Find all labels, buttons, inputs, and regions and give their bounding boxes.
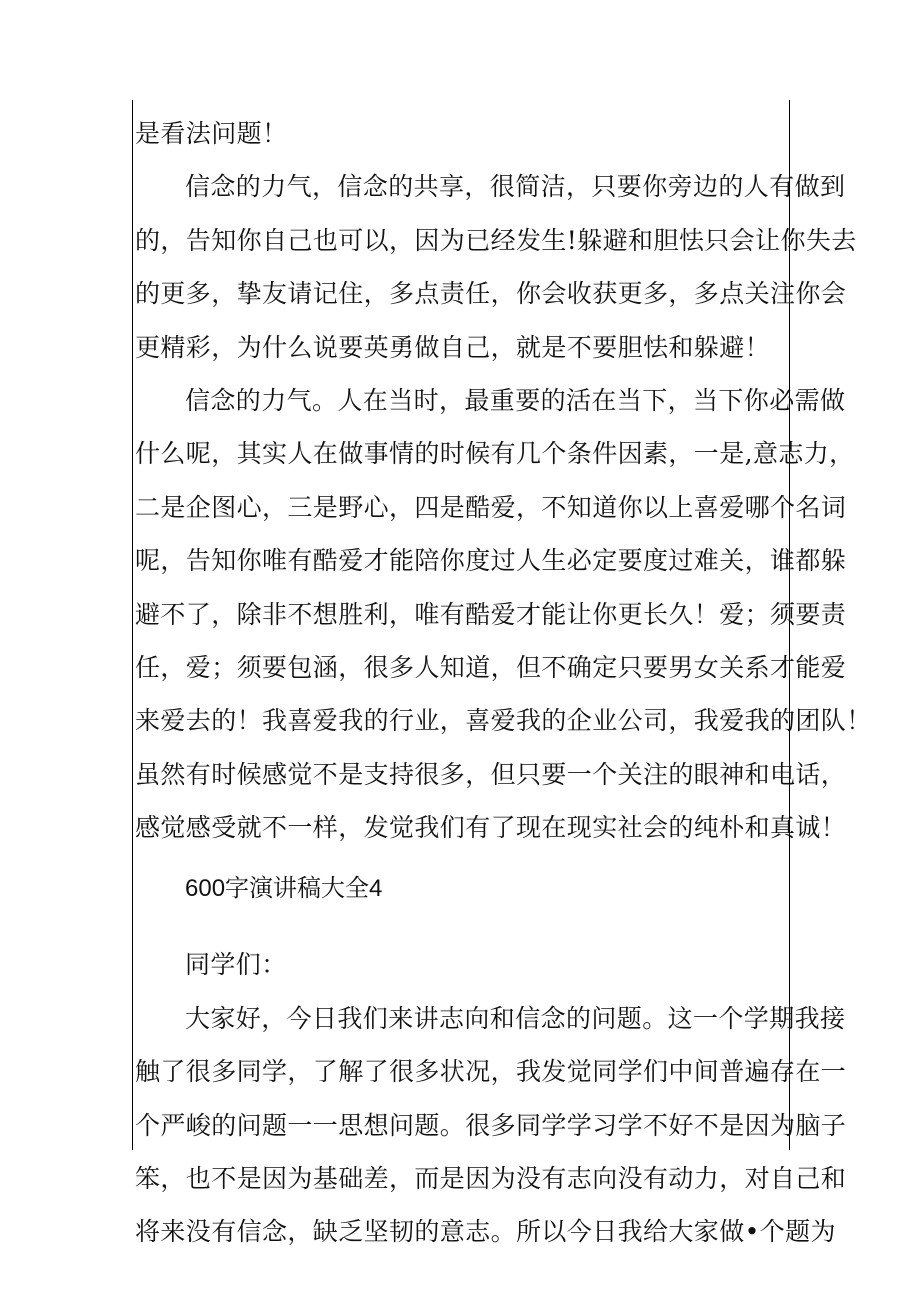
text-line: 笨，也不是因为基础差，而是因为没有志向没有动力，对自己和: [135, 1164, 847, 1194]
text-line: 呢，告知你唯有酷爱才能陪你度过人生必定要度过难关，谁都躲: [135, 546, 847, 576]
text-line: 虽然有时候感觉不是支持很多，但只要一个关注的眼神和电话，: [135, 759, 847, 789]
text-line: 的更多，挚友请记住，多点责任，你会收获更多，多点关注你会: [135, 279, 847, 309]
text-line: 触了很多同学，了解了很多状况，我发觉同学们中间普遍存在一: [135, 1057, 847, 1087]
salutation: 同学们：: [185, 950, 287, 980]
spacer: [135, 918, 790, 938]
text-line: 感觉感受就不一样，发觉我们有了现在现实社会的纯朴和真诚！: [135, 813, 847, 843]
text-line: 的，告知你自己也可以，因为已经发生!躲避和胆怯只会让你失去: [135, 225, 857, 255]
text-line: 信念的力气。人在当时，最重要的活在当下，当下你必需做: [185, 385, 846, 415]
text-line: 二是企图心，三是野心，四是酷爱，不知道你以上喜爱哪个名词: [135, 492, 847, 522]
text-line: 将来没有信念，缺乏坚韧的意志。所以今日我给大家做•个题为: [135, 1217, 836, 1247]
paragraph-4: [135, 992, 847, 1259]
text-line: 信念的力气，信念的共享，很简洁，只要你旁边的人有做到: [185, 172, 846, 202]
text-line: 什么呢，其实人在做事情的时候有几个条件因素，一是,意志力，: [135, 439, 855, 469]
text-line: 来爱去的！我喜爱我的行业，喜爱我的企业公司，我爱我的团队！: [135, 706, 872, 736]
document-body: [135, 107, 872, 1259]
text-line: 更精彩，为什么说要英勇做自己，就是不要胆怯和躲避！: [135, 332, 771, 362]
section-heading: 600字演讲稿大全4: [185, 875, 383, 903]
paragraph-3: [135, 374, 872, 855]
paragraph-1: [135, 107, 790, 160]
paragraph-2: [135, 160, 857, 374]
text-line: 避不了，除非不想胜利，唯有酷爱才能让你更长久！爱；须要责: [135, 599, 847, 629]
text-line: 大家好，今日我们来讲志向和信念的问题。这一个学期我接: [185, 1003, 846, 1033]
text-line: 任，爱；须要包涵，很多人知道，但不确定只要男女关系才能爱: [135, 652, 847, 682]
text-line: 是看法问题！: [135, 119, 288, 148]
text-line: 个严峻的问题一一思想问题。很多同学学习学不好不是因为脑子: [135, 1110, 847, 1140]
